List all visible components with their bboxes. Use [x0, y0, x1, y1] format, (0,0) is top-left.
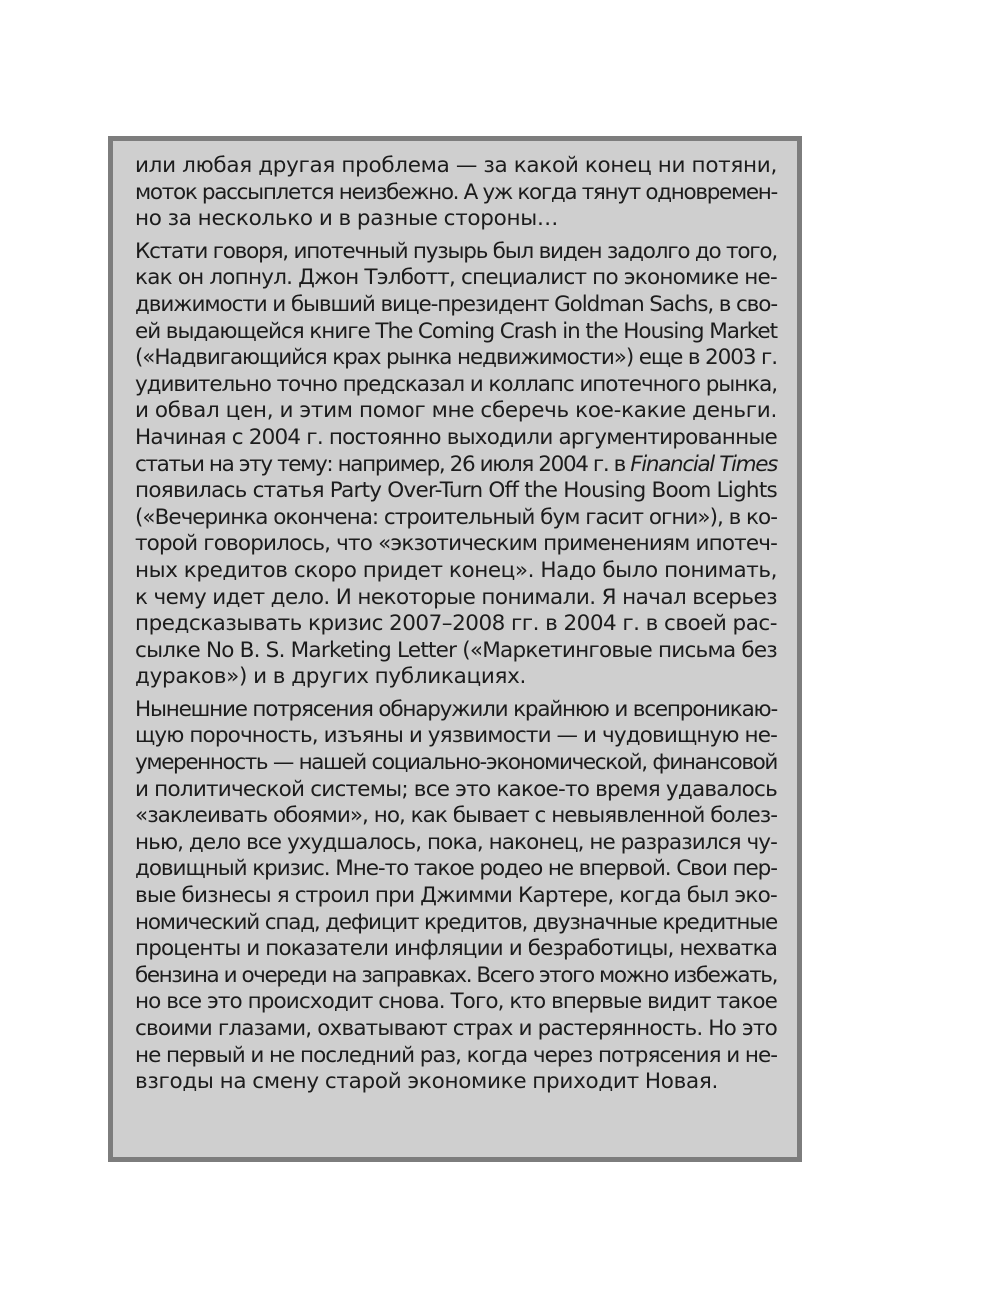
text-line: вые бизнесы я строил при Джимми Картере, когда был эко-: [135, 883, 777, 909]
text-line: предсказывать кризис 2007–2008 гг. в 2004 г. в своей рас-: [135, 611, 777, 637]
text-line: удивительно точно предсказал и коллапс ипотечного рынка,: [135, 371, 777, 397]
text-line: ных кредитов скоро придет конец». Надо было понимать,: [135, 557, 777, 583]
text-line: и обвал цен, и этим помог мне сберечь кое-какие деньги.: [135, 398, 777, 424]
text-line: довищный кризис. Мне-то такое родео не впервой. Свои пер-: [135, 856, 777, 882]
text-line: бензина и очереди на заправках. Всего этого можно избежать,: [135, 962, 777, 988]
text-line: щую порочность, изъяны и уязвимости — и чудовищную не-: [135, 723, 777, 749]
text-line: «заклеивать обоями», но, как бывает с невыявленной болез-: [135, 803, 777, 829]
text-line: или любая другая проблема — за какой конец ни потяни,: [135, 153, 777, 178]
text-line: Начиная с 2004 г. постоянно выходили аргументированные: [135, 424, 777, 450]
text-line: («Вечеринка окончена: строительный бум гасит огни»), в ко-: [135, 504, 777, 530]
text-line: но за несколько и в разные стороны…: [135, 206, 559, 232]
text-line: взгоды на смену старой экономике приходит Новая.: [135, 1069, 718, 1095]
text-line-start: статьи на эту тему: например, 26 июля 2004 г. в: [135, 451, 631, 477]
italic-source-name: Financial Times: [630, 451, 777, 477]
paragraph-1: [135, 153, 777, 233]
text-line: торой говорилось, что «экзотическим применениям ипотеч-: [135, 531, 777, 557]
text-line: дураков») и в других публикациях.: [135, 664, 527, 690]
text-line: проценты и показатели инфляции и безработицы, нехватка: [135, 936, 777, 962]
text-line: появилась статья Party Over-Turn Off the Housing Boom Lights: [135, 478, 777, 504]
text-line: («Надвигающийся крах рынка недвижимости») еще в 2003 г.: [135, 345, 777, 371]
text-line: не первый и не последний раз, когда через потрясения и не-: [135, 1042, 777, 1068]
text-line: сылке No B. S. Marketing Letter («Маркетинговые письма без: [135, 637, 777, 663]
text-line: как он лопнул. Джон Тэлботт, специалист по экономике не-: [135, 265, 777, 291]
text-line: Нынешние потрясения обнаружили крайнюю и всепроникаю-: [135, 696, 777, 722]
text-line: моток рассыплется неизбежно. А уж когда тянут одновремен-: [135, 179, 777, 205]
text-line: и политической системы; все это какое-то время удавалось: [135, 776, 777, 802]
text-line-with-source: [135, 452, 777, 479]
sidebar-text-box: [108, 136, 802, 1162]
paragraph-3: [135, 697, 777, 1096]
paragraph-2: [135, 239, 777, 691]
text-line: нью, дело все ухудшалось, пока, наконец, не разразился чу-: [135, 829, 777, 855]
text-line: номический спад, дефицит кредитов, двузначные кредитные: [135, 909, 777, 935]
text-line: своими глазами, охватывают страх и растерянность. Но это: [135, 1016, 777, 1041]
text-line: Кстати говоря, ипотечный пузырь был виден задолго до того,: [135, 238, 777, 264]
text-line: к чему идет дело. И некоторые понимали. Я начал всерьез: [135, 584, 777, 610]
text-line: движимости и бывший вице-президент Goldman Sachs, в сво-: [135, 291, 777, 317]
text-line: но все это происходит снова. Того, кто впервые видит такое: [135, 989, 777, 1015]
text-line: ей выдающейся книге The Coming Crash in the Housing Market: [135, 318, 777, 344]
text-line: умеренность — нашей социально-экономической, финансовой: [135, 750, 777, 776]
